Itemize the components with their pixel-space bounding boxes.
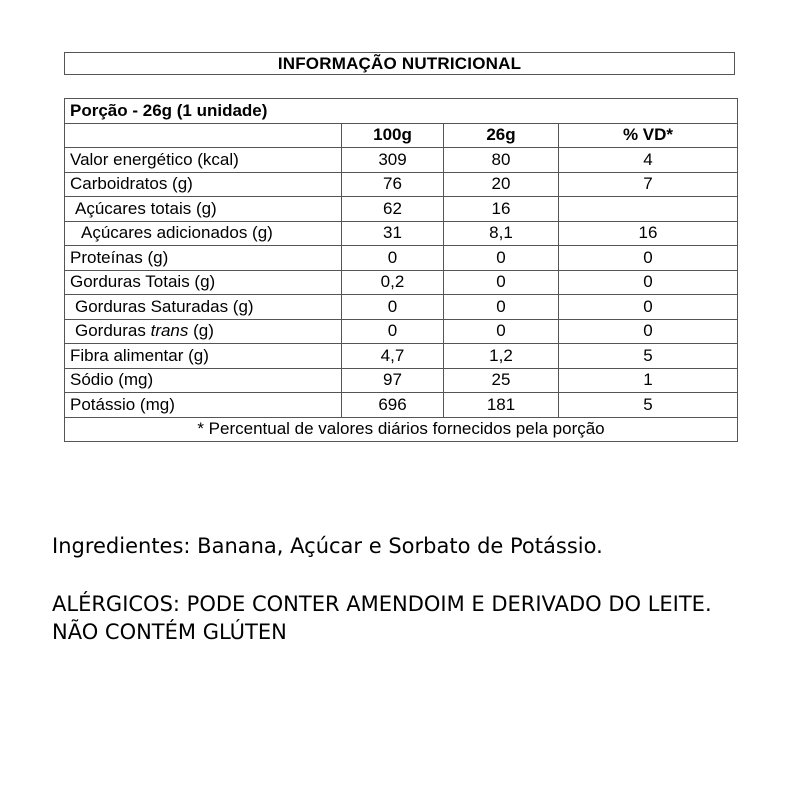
value-vd: 5 [559, 344, 738, 369]
table-row [65, 172, 738, 197]
value-100g: 62 [342, 197, 444, 222]
allergens-block [52, 590, 752, 646]
value-vd: 0 [559, 319, 738, 344]
header-100g: 100g [342, 123, 444, 148]
value-26g: 181 [444, 393, 559, 418]
value-vd: 0 [559, 246, 738, 271]
nutrient-label-italic: trans [150, 321, 189, 341]
value-vd: 4 [559, 148, 738, 173]
nutrient-label [65, 319, 342, 344]
value-26g: 80 [444, 148, 559, 173]
value-26g: 0 [444, 295, 559, 320]
value-vd: 1 [559, 368, 738, 393]
nutrition-table [64, 98, 738, 442]
table-row [65, 148, 738, 173]
table-row [65, 368, 738, 393]
nutrient-label-suffix: (g) [188, 321, 214, 341]
value-vd [559, 197, 738, 222]
nutrient-label: Fibra alimentar (g) [65, 344, 342, 369]
nutrient-label: Potássio (mg) [65, 393, 342, 418]
table-row [65, 221, 738, 246]
value-100g: 696 [342, 393, 444, 418]
allergens-text: ALÉRGICOS: PODE CONTER AMENDOIM E DERIVADO DO LEITE. [52, 592, 712, 616]
nutrient-label: Proteínas (g) [65, 246, 342, 271]
table-row [65, 344, 738, 369]
gluten-text: NÃO CONTÉM GLÚTEN [52, 620, 287, 644]
value-26g: 8,1 [444, 221, 559, 246]
value-26g: 0 [444, 246, 559, 271]
value-100g: 97 [342, 368, 444, 393]
nutrient-label: Açúcares adicionados (g) [65, 221, 342, 246]
nutrient-label: Açúcares totais (g) [65, 197, 342, 222]
value-100g: 76 [342, 172, 444, 197]
portion-label: Porção - 26g (1 unidade) [65, 99, 738, 124]
nutrient-label-prefix: Gorduras [75, 321, 151, 341]
value-vd: 7 [559, 172, 738, 197]
value-26g: 16 [444, 197, 559, 222]
value-100g: 0 [342, 319, 444, 344]
table-row [65, 246, 738, 271]
nutrient-label: Valor energético (kcal) [65, 148, 342, 173]
value-100g: 0,2 [342, 270, 444, 295]
value-vd: 0 [559, 270, 738, 295]
value-100g: 4,7 [342, 344, 444, 369]
value-26g: 20 [444, 172, 559, 197]
value-vd: 5 [559, 393, 738, 418]
footnote-row [65, 417, 738, 442]
nutrient-label: Gorduras Totais (g) [65, 270, 342, 295]
value-100g: 0 [342, 295, 444, 320]
value-26g: 0 [444, 319, 559, 344]
table-row [65, 319, 738, 344]
header-vd: % VD* [559, 123, 738, 148]
table-row [65, 197, 738, 222]
nutrient-label: Gorduras Saturadas (g) [65, 295, 342, 320]
nutrition-title: INFORMAÇÃO NUTRICIONAL [64, 52, 735, 75]
value-26g: 1,2 [444, 344, 559, 369]
value-26g: 0 [444, 270, 559, 295]
value-vd: 0 [559, 295, 738, 320]
value-26g: 25 [444, 368, 559, 393]
value-vd: 16 [559, 221, 738, 246]
value-100g: 31 [342, 221, 444, 246]
nutrient-label: Sódio (mg) [65, 368, 342, 393]
value-100g: 0 [342, 246, 444, 271]
ingredients-text: Ingredientes: Banana, Açúcar e Sorbato de Potássio. [52, 534, 603, 558]
footnote: * Percentual de valores diários fornecidos pela porção [65, 417, 738, 442]
header-empty-cell [65, 123, 342, 148]
header-row [65, 123, 738, 148]
table-row [65, 295, 738, 320]
nutrient-label: Carboidratos (g) [65, 172, 342, 197]
table-row [65, 270, 738, 295]
header-26g: 26g [444, 123, 559, 148]
table-row [65, 393, 738, 418]
value-100g: 309 [342, 148, 444, 173]
portion-row [65, 99, 738, 124]
